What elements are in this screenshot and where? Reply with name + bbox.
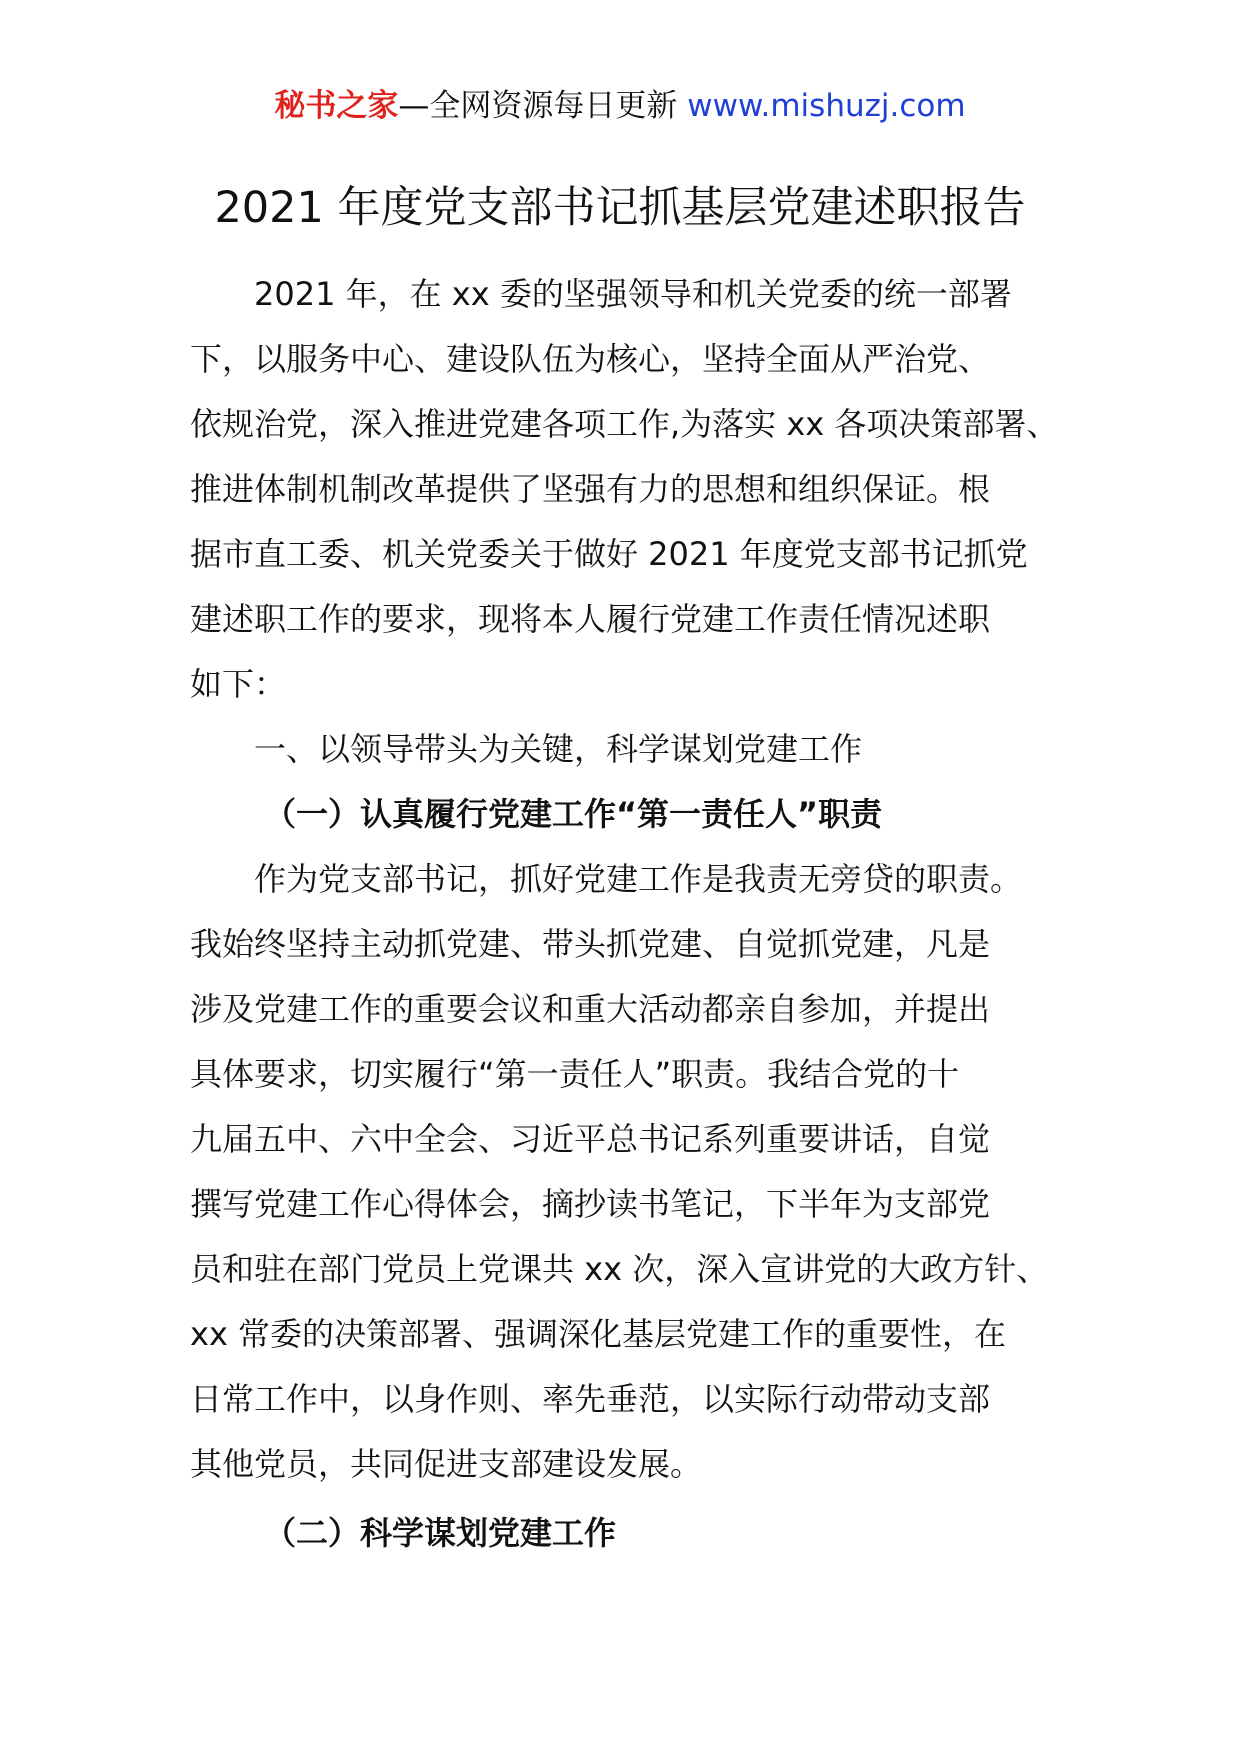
paragraph-2-line: xx 常委的决策部署、强调深化基层党建工作的重要性，在 [190,1315,1007,1353]
paragraph-2-line: 员和驻在部门党员上党课共 xx 次，深入宣讲党的大政方针、 [190,1250,1049,1288]
subsection-heading-1: （一）认真履行党建工作“第一责任人”职责 [264,795,883,833]
paragraph-1-line: 推进体制机制改革提供了坚强有力的思想和组织保证。根 [190,470,991,508]
paragraph-1-line: 如下： [190,665,287,703]
site-slogan: —全网资源每日更新 [398,88,688,124]
paragraph-1-line: 下，以服务中心、建设队伍为核心，坚持全面从严治党、 [190,340,991,378]
paragraph-2-line: 日常工作中，以身作则、率先垂范，以实际行动带动支部 [190,1380,991,1418]
site-brand: 秘书之家 [274,88,399,124]
document-title: 2021 年度党支部书记抓基层党建述职报告 [214,183,1026,233]
paragraph-2-line: 其他党员，共同促进支部建设发展。 [190,1445,703,1483]
paragraph-2-line: 九届五中、六中全会、习近平总书记系列重要讲话，自觉 [190,1120,991,1158]
paragraph-2-line: 作为党支部书记，抓好党建工作是我责无旁贷的职责。 [254,860,1023,898]
subsection-heading-2: （二）科学谋划党建工作 [264,1514,617,1552]
section-heading-1: 一、以领导带头为关键，科学谋划党建工作 [254,730,863,768]
paragraph-1-line: 据市直工委、机关党委关于做好 2021 年度党支部书记抓党 [190,535,1028,573]
paragraph-2-line: 我始终坚持主动抓党建、带头抓党建、自觉抓党建，凡是 [190,925,991,963]
document-body [190,262,1070,1566]
site-header [0,86,1240,126]
paragraph-1-line: 依规治党，深入推进党建各项工作,为落实 xx 各项决策部署、 [190,405,1059,443]
paragraph-2-line: 具体要求，切实履行“第一责任人”职责。我结合党的十 [190,1055,960,1093]
paragraph-1-line: 建述职工作的要求，现将本人履行党建工作责任情况述职 [190,600,991,638]
paragraph-1-line: 2021 年，在 xx 委的坚强领导和机关党委的统一部署 [254,275,1012,313]
paragraph-2-line: 撰写党建工作心得体会，摘抄读书笔记，下半年为支部党 [190,1185,991,1223]
paragraph-2-line: 涉及党建工作的重要会议和重大活动都亲自参加，并提出 [190,990,991,1028]
site-url-link[interactable]: www.mishuzj.com [687,88,966,124]
